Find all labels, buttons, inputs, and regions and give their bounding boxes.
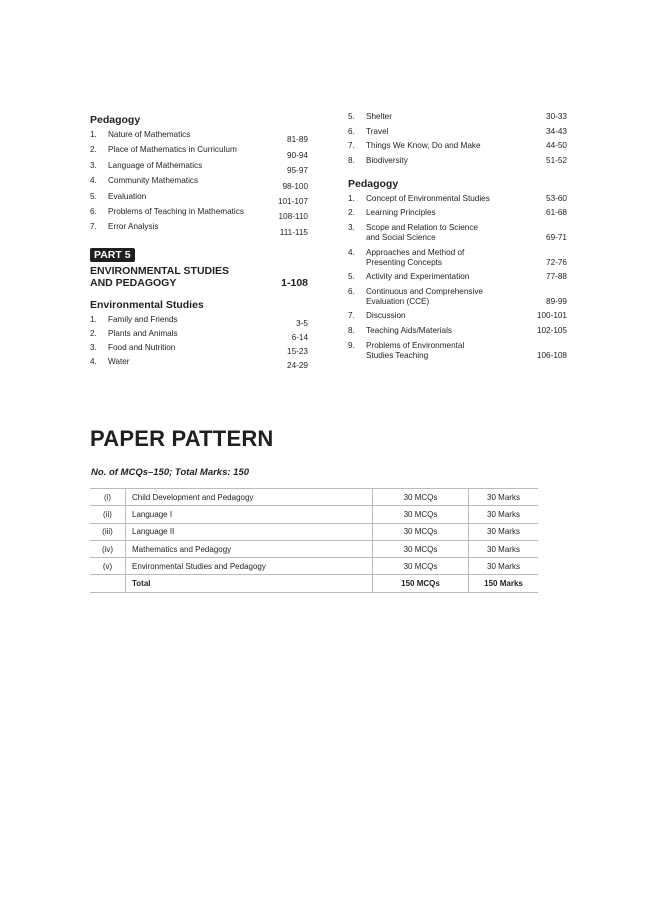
part-pages: 1-108 [281,276,308,289]
paper-pattern-subtitle: No. of MCQs–150; Total Marks: 150 [91,467,250,478]
part-badge: PART 5 [90,248,135,262]
toc-pages: 111-115 [279,227,308,237]
row-marks: 30 Marks [469,540,539,557]
row-subject: Environmental Studies and Pedagogy [126,558,373,575]
toc-number: 2. [90,328,97,338]
toc-pages: 61-68 [546,208,567,218]
toc-label: Evaluation [108,191,147,201]
toc-label-line: Problems of Environmental [366,340,465,350]
toc-pages: 89-99 [546,296,567,306]
toc-label [366,208,546,218]
toc-label: Travel [366,126,389,136]
toc-pages: 34-43 [546,126,567,136]
row-marks: 30 Marks [469,506,539,523]
toc-entry[interactable] [90,130,308,145]
row-mcqs: 30 MCQs [373,506,469,523]
row-mcqs: 30 MCQs [373,489,469,506]
toc-entry[interactable] [348,341,567,361]
toc-pages: 51-52 [546,155,567,165]
toc-number: 1. [348,193,355,203]
toc-label: Things We Know, Do and Make [366,141,481,151]
table-row [90,506,538,523]
toc-entry[interactable] [348,112,567,122]
toc-label [366,287,546,307]
toc-pages: 81-89 [287,135,308,145]
row-number: (i) [90,489,126,506]
toc-label-line2: Presenting Concepts [366,257,443,267]
toc-label-line: Discussion [366,311,406,321]
part-title-line2: AND PEDAGOGY [90,276,177,289]
toc-entry[interactable] [90,192,308,207]
section-title-math-pedagogy: Pedagogy [90,114,141,126]
row-mcqs: 30 MCQs [373,558,469,575]
toc-label-line2: Evaluation (CCE) [366,296,430,306]
row-subject: Language II [126,523,373,540]
toc-number: 3. [90,343,97,353]
row-number: (ii) [90,506,126,523]
right-column [348,112,567,365]
toc-label: Language of Mathematics [108,160,203,170]
toc-label-line2: Studies Teaching [366,350,429,360]
toc-entry[interactable] [348,208,567,218]
toc-entry[interactable] [348,223,567,243]
left-column [90,114,308,371]
toc-label-line: Activity and Experimentation [366,272,470,282]
row-number: (iv) [90,540,126,557]
row-number: (iii) [90,523,126,540]
toc-entry[interactable] [348,127,567,137]
toc-number: 7. [90,222,97,232]
toc-entry[interactable] [90,222,308,237]
toc-pages: 100-101 [536,311,567,321]
toc-entry[interactable] [90,329,308,343]
toc-pages: 24-29 [287,361,308,371]
toc-label-line: Concept of Environmental Studies [366,193,490,203]
part-title[interactable] [90,265,308,289]
toc-label-line: Learning Principles [366,208,436,218]
table-row [90,489,538,506]
toc-number: 6. [348,126,355,136]
toc-label-line: Continuous and Comprehensive [366,286,483,296]
env-pedagogy-list [348,194,567,361]
toc-entry[interactable] [90,176,308,191]
toc-number: 5. [348,112,355,121]
table-row [90,558,538,575]
toc-pages: 106-108 [536,350,567,360]
toc-pages: 77-88 [546,272,567,282]
part-title-text [90,265,281,289]
row-marks: 30 Marks [469,558,539,575]
toc-pages: 108-110 [278,212,308,222]
toc-entry[interactable] [348,194,567,204]
toc-entry[interactable] [90,161,308,176]
toc-number: 6. [90,206,97,216]
toc-pages: 3-5 [296,318,308,328]
toc-label: Plants and Animals [108,328,178,338]
toc-number: 7. [348,141,355,151]
toc-entry[interactable] [348,248,567,268]
toc-entry[interactable] [90,343,308,357]
toc-pages: 15-23 [287,347,308,357]
env-studies-list [90,315,308,372]
toc-number: 7. [348,311,355,321]
toc-number: 6. [348,286,355,296]
toc-label: Error Analysis [108,222,159,232]
toc-label: Community Mathematics [108,176,199,186]
toc-number: 2. [90,145,97,155]
total-label: Total [126,575,373,592]
toc-pages: 95-97 [287,166,308,176]
toc-entry[interactable] [90,357,308,371]
total-number [90,575,126,592]
row-marks: 30 Marks [469,523,539,540]
table-row [90,523,538,540]
toc-number: 1. [90,130,97,139]
toc-label [366,223,546,243]
toc-label: Food and Nutrition [108,343,176,353]
row-number: (v) [90,558,126,575]
toc-number: 4. [90,176,97,186]
toc-number: 1. [90,314,97,324]
toc-pages: 69-71 [546,232,567,242]
toc-pages: 6-14 [291,333,308,343]
env-studies-list-continued [348,112,567,166]
toc-number: 5. [348,272,355,282]
toc-label: Problems of Teaching in Mathematics [108,206,244,216]
table-total-row [90,575,538,592]
toc-number: 8. [348,155,355,165]
toc-label [366,248,546,268]
toc-number: 3. [90,160,97,170]
row-subject: Mathematics and Pedagogy [126,540,373,557]
toc-entry[interactable] [348,287,567,307]
section-title-env-studies: Environmental Studies [90,298,204,311]
toc-label: Water [108,357,130,367]
row-subject: Language I [126,506,373,523]
toc-pages: 102-105 [536,325,567,335]
section-title-env-pedagogy: Pedagogy [348,177,399,190]
toc-label [366,194,546,204]
toc-label [366,326,537,336]
toc-number: 4. [348,247,355,257]
row-mcqs: 30 MCQs [373,540,469,557]
row-marks: 30 Marks [469,489,539,506]
toc-label-line: Teaching Aids/Materials [366,325,453,335]
toc-entry[interactable] [90,145,308,160]
toc-pages: 98-100 [282,181,308,191]
toc-label: Nature of Mathematics [108,130,191,139]
toc-number: 8. [348,325,355,335]
toc-entry[interactable] [348,272,567,282]
toc-label: Place of Mathematics in Curriculum [108,145,237,155]
toc-pages: 30-33 [546,112,567,121]
toc-entry[interactable] [348,141,567,151]
toc-entry[interactable] [90,315,308,329]
toc-label-line2: and Social Science [366,232,436,242]
toc-label: Shelter [366,112,392,121]
total-marks: 150 Marks [469,575,539,592]
toc-entry[interactable] [348,156,567,166]
toc-number: 2. [348,208,355,218]
toc-label: Biodiversity [366,155,408,165]
toc-label-line: Approaches and Method of [366,247,465,257]
toc-number: 4. [90,357,97,367]
paper-pattern-table [90,488,538,593]
toc-entry[interactable] [90,207,308,222]
toc-number: 3. [348,222,355,232]
math-pedagogy-list [90,130,308,238]
total-mcqs: 150 MCQs [373,575,469,592]
paper-pattern-title: PAPER PATTERN [90,426,274,451]
row-subject: Child Development and Pedagogy [126,489,373,506]
toc-number: 9. [348,340,355,350]
toc-label-line: Scope and Relation to Science [366,222,478,232]
toc-pages: 53-60 [546,193,567,203]
toc-entry[interactable] [348,311,567,321]
toc-label [366,311,537,321]
toc-pages: 72-76 [546,257,567,267]
toc-label [366,341,537,361]
toc-number: 5. [90,191,97,201]
toc-label [366,272,546,282]
row-mcqs: 30 MCQs [373,523,469,540]
toc-entry[interactable] [348,326,567,336]
toc-pages: 44-50 [546,141,567,151]
toc-label: Family and Friends [108,314,178,324]
table-row [90,540,538,557]
toc-pages: 90-94 [287,150,308,160]
toc-pages: 101-107 [277,196,308,206]
part-title-line1: ENVIRONMENTAL STUDIES [90,264,230,277]
